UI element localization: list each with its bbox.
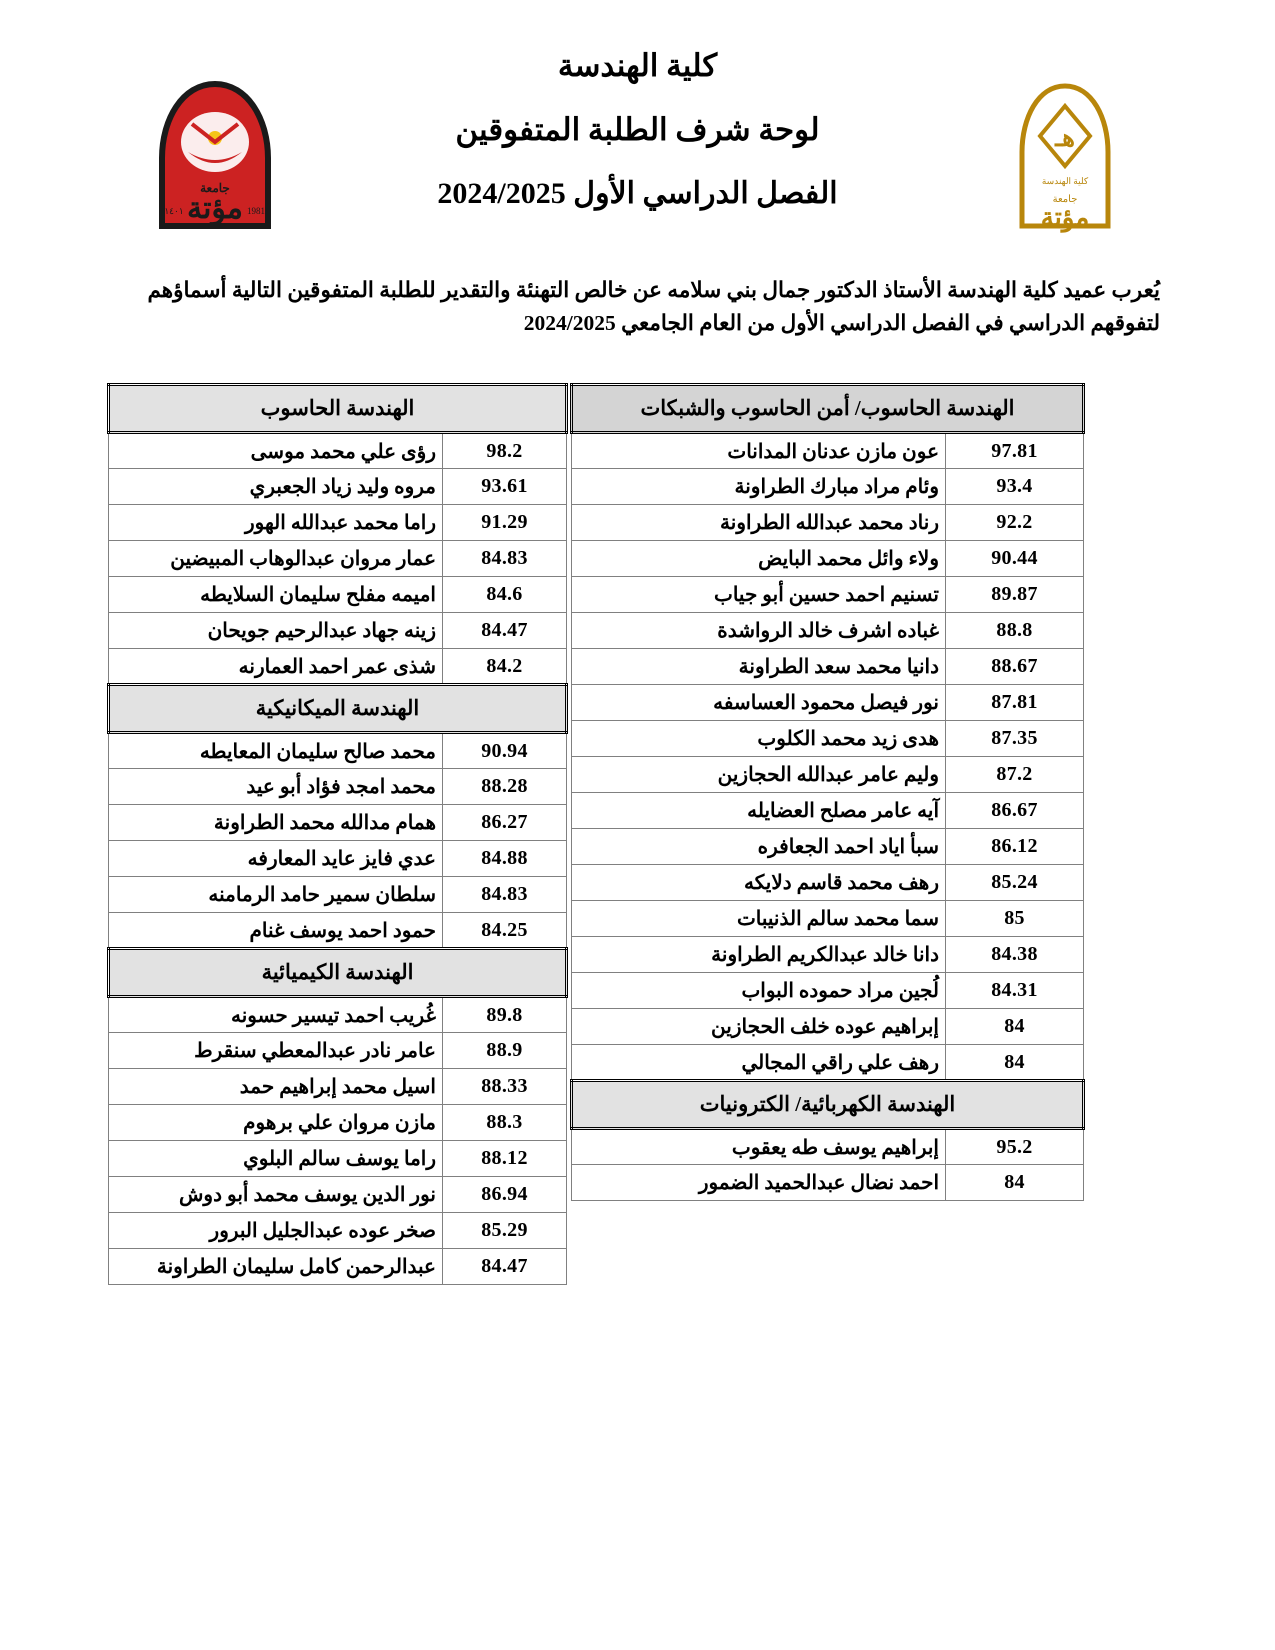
student-name-cell: إبراهيم يوسف طه يعقوب (571, 1129, 945, 1165)
student-name-cell: همام مدالله محمد الطراونة (109, 805, 443, 841)
section-title: الهندسة الكهربائية/ الكترونيات (571, 1081, 1083, 1129)
student-name-cell: نور فيصل محمود العساسفه (571, 685, 945, 721)
grade-cell: 84.25 (443, 913, 567, 949)
grade-cell: 95.2 (946, 1129, 1084, 1165)
table-row (109, 733, 567, 769)
section-title: الهندسة الكيميائية (109, 949, 567, 997)
table-row (109, 1069, 567, 1105)
grade-cell: 88.33 (443, 1069, 567, 1105)
grade-cell: 88.12 (443, 1141, 567, 1177)
student-name-cell: رؤى علي محمد موسى (109, 433, 443, 469)
section-header-row (109, 685, 567, 733)
student-name-cell: هدى زيد محمد الكلوب (571, 721, 945, 757)
student-name-cell: عبدالرحمن كامل سليمان الطراونة (109, 1249, 443, 1285)
grade-cell: 92.2 (946, 505, 1084, 541)
student-name-cell: رناد محمد عبدالله الطراونة (571, 505, 945, 541)
intro-paragraph: يُعرب عميد كلية الهندسة الأستاذ الدكتور جمال بني سلامه عن خالص التهنئة والتقدير للطلبة المتفوقين التالية أسماؤهم لتفوقهم الدراسي في الفصل الدراسي الأول من العام الجامعي 2024/2025 (147, 278, 1160, 335)
student-name-cell: اسيل محمد إبراهيم حمد (109, 1069, 443, 1105)
grade-cell: 86.67 (946, 793, 1084, 829)
student-name-cell: عون مازن عدنان المدانات (571, 433, 945, 469)
table-row (109, 433, 567, 469)
table-row (109, 877, 567, 913)
semester-title: الفصل الدراسي الأول 2024/2025 (437, 177, 838, 210)
table-row (109, 505, 567, 541)
student-name-cell: صخر عوده عبدالجليل البرور (109, 1213, 443, 1249)
grade-cell: 93.4 (946, 469, 1084, 505)
grade-cell: 88.3 (443, 1105, 567, 1141)
student-name-cell: مروه وليد زياد الجعبري (109, 469, 443, 505)
grade-cell: 86.94 (443, 1177, 567, 1213)
student-name-cell: راما محمد عبدالله الهور (109, 505, 443, 541)
grade-cell: 90.94 (443, 733, 567, 769)
mutah-university-seal-red-icon (140, 80, 290, 240)
table-row (571, 1009, 1083, 1045)
page-header (0, 0, 1275, 250)
table-row (571, 973, 1083, 1009)
grade-cell: 84.83 (443, 877, 567, 913)
table-row (571, 649, 1083, 685)
table-row (571, 685, 1083, 721)
grade-cell: 84.2 (443, 649, 567, 685)
left-results-table (107, 383, 568, 1285)
grade-cell: 84.47 (443, 1249, 567, 1285)
student-name-cell: حمود احمد يوسف غنام (109, 913, 443, 949)
table-row (109, 841, 567, 877)
student-name-cell: سبأ اياد احمد الجعافره (571, 829, 945, 865)
svg-text:مؤتة: مؤتة (186, 192, 244, 225)
student-name-cell: وليم عامر عبدالله الحجازين (571, 757, 945, 793)
table-row (571, 433, 1083, 469)
table-row (571, 757, 1083, 793)
svg-text:كلية الهندسة: كلية الهندسة (1041, 176, 1089, 186)
section-header-row (571, 1081, 1083, 1129)
table-row (109, 613, 567, 649)
table-row (109, 1105, 567, 1141)
student-name-cell: غُريب احمد تيسير حسونه (109, 997, 443, 1033)
student-name-cell: دانيا محمد سعد الطراونة (571, 649, 945, 685)
student-name-cell: مازن مروان علي برهوم (109, 1105, 443, 1141)
table-row (109, 541, 567, 577)
student-name-cell: تسنيم احمد حسين أبو جياب (571, 577, 945, 613)
table-row (109, 913, 567, 949)
table-row (571, 469, 1083, 505)
student-name-cell: سلطان سمير حامد الرمامنه (109, 877, 443, 913)
student-name-cell: محمد امجد فؤاد أبو عيد (109, 769, 443, 805)
student-name-cell: عمار مروان عبدالوهاب المبيضين (109, 541, 443, 577)
section-header-row (571, 385, 1083, 433)
student-name-cell: راما يوسف سالم البلوي (109, 1141, 443, 1177)
student-name-cell: زينه جهاد عبدالرحيم جويحان (109, 613, 443, 649)
student-name-cell: محمد صالح سليمان المعايطه (109, 733, 443, 769)
grade-cell: 87.81 (946, 685, 1084, 721)
student-name-cell: شذى عمر احمد العمارنه (109, 649, 443, 685)
table-row (109, 577, 567, 613)
grade-cell: 88.9 (443, 1033, 567, 1069)
student-name-cell: لُجين مراد حموده البواب (571, 973, 945, 1009)
student-name-cell: رهف علي راقي المجالي (571, 1045, 945, 1081)
table-row (571, 541, 1083, 577)
grade-cell: 86.12 (946, 829, 1084, 865)
section-title: الهندسة الحاسوب/ أمن الحاسوب والشبكات (571, 385, 1083, 433)
grade-cell: 91.29 (443, 505, 567, 541)
svg-text:هـ: هـ (1055, 126, 1075, 152)
grade-cell: 87.35 (946, 721, 1084, 757)
svg-text:جامعة: جامعة (200, 181, 230, 195)
student-name-cell: احمد نضال عبدالحميد الضمور (571, 1165, 945, 1201)
table-row (109, 469, 567, 505)
student-name-cell: رهف محمد قاسم دلايكه (571, 865, 945, 901)
student-name-cell: اميمه مفلح سليمان السلايطه (109, 577, 443, 613)
grade-cell: 84.6 (443, 577, 567, 613)
table-row (109, 1177, 567, 1213)
grade-cell: 84.47 (443, 613, 567, 649)
grade-cell: 84 (946, 1045, 1084, 1081)
grade-cell: 84 (946, 1009, 1084, 1045)
section-header-row (109, 385, 567, 433)
grade-cell: 87.2 (946, 757, 1084, 793)
table-row (109, 649, 567, 685)
honor-board-title: لوحة شرف الطلبة المتفوقين (455, 112, 820, 147)
table-row (571, 613, 1083, 649)
table-row (571, 865, 1083, 901)
grade-cell: 88.8 (946, 613, 1084, 649)
svg-text:1981: 1981 (247, 206, 265, 216)
table-row (109, 805, 567, 841)
grade-cell: 84.88 (443, 841, 567, 877)
right-results-table (570, 383, 1085, 1201)
table-row (109, 1141, 567, 1177)
student-name-cell: عامر نادر عبدالمعطي سنقرط (109, 1033, 443, 1069)
table-row (571, 1129, 1083, 1165)
student-name-cell: وئام مراد مبارك الطراونة (571, 469, 945, 505)
student-name-cell: إبراهيم عوده خلف الحجازين (571, 1009, 945, 1045)
student-name-cell: دانا خالد عبدالكريم الطراونة (571, 937, 945, 973)
grade-cell: 85 (946, 901, 1084, 937)
right-table-column (573, 383, 1085, 1201)
grade-cell: 85.24 (946, 865, 1084, 901)
table-row (109, 1249, 567, 1285)
section-title: الهندسة الحاسوب (109, 385, 567, 433)
student-name-cell: عدي فايز عايد المعارفه (109, 841, 443, 877)
grade-cell: 84.31 (946, 973, 1084, 1009)
table-row (109, 1213, 567, 1249)
grade-cell: 85.29 (443, 1213, 567, 1249)
grade-cell: 84.83 (443, 541, 567, 577)
faculty-title: كلية الهندسة (557, 48, 718, 83)
student-name-cell: غباده اشرف خالد الرواشدة (571, 613, 945, 649)
svg-text:١٤٠١: ١٤٠١ (164, 206, 184, 216)
table-row (571, 937, 1083, 973)
student-name-cell: آيه عامر مصلح العضايله (571, 793, 945, 829)
tables-container (0, 383, 1275, 1393)
table-row (571, 901, 1083, 937)
grade-cell: 98.2 (443, 433, 567, 469)
table-row (109, 1033, 567, 1069)
student-name-cell: نور الدين يوسف محمد أبو دوش (109, 1177, 443, 1213)
section-title: الهندسة الميكانيكية (109, 685, 567, 733)
svg-text:جامعة: جامعة (1052, 194, 1078, 205)
grade-cell: 88.67 (946, 649, 1084, 685)
table-row (109, 769, 567, 805)
table-row (571, 1165, 1083, 1201)
grade-cell: 93.61 (443, 469, 567, 505)
student-name-cell: ولاء وائل محمد البايض (571, 541, 945, 577)
faculty-of-engineering-seal-gold-icon (1000, 80, 1130, 240)
table-row (571, 793, 1083, 829)
svg-text:مؤتة: مؤتة (1040, 203, 1090, 232)
table-row (571, 721, 1083, 757)
grade-cell: 86.27 (443, 805, 567, 841)
grade-cell: 84.38 (946, 937, 1084, 973)
grade-cell: 97.81 (946, 433, 1084, 469)
table-row (571, 1045, 1083, 1081)
table-row (571, 577, 1083, 613)
table-row (571, 829, 1083, 865)
student-name-cell: سما محمد سالم الذنيبات (571, 901, 945, 937)
grade-cell: 89.87 (946, 577, 1084, 613)
table-row (571, 505, 1083, 541)
table-row (109, 997, 567, 1033)
grade-cell: 88.28 (443, 769, 567, 805)
left-table-column (110, 383, 568, 1285)
grade-cell: 90.44 (946, 541, 1084, 577)
section-header-row (109, 949, 567, 997)
grade-cell: 89.8 (443, 997, 567, 1033)
grade-cell: 84 (946, 1165, 1084, 1201)
header-titles (258, 48, 1018, 211)
